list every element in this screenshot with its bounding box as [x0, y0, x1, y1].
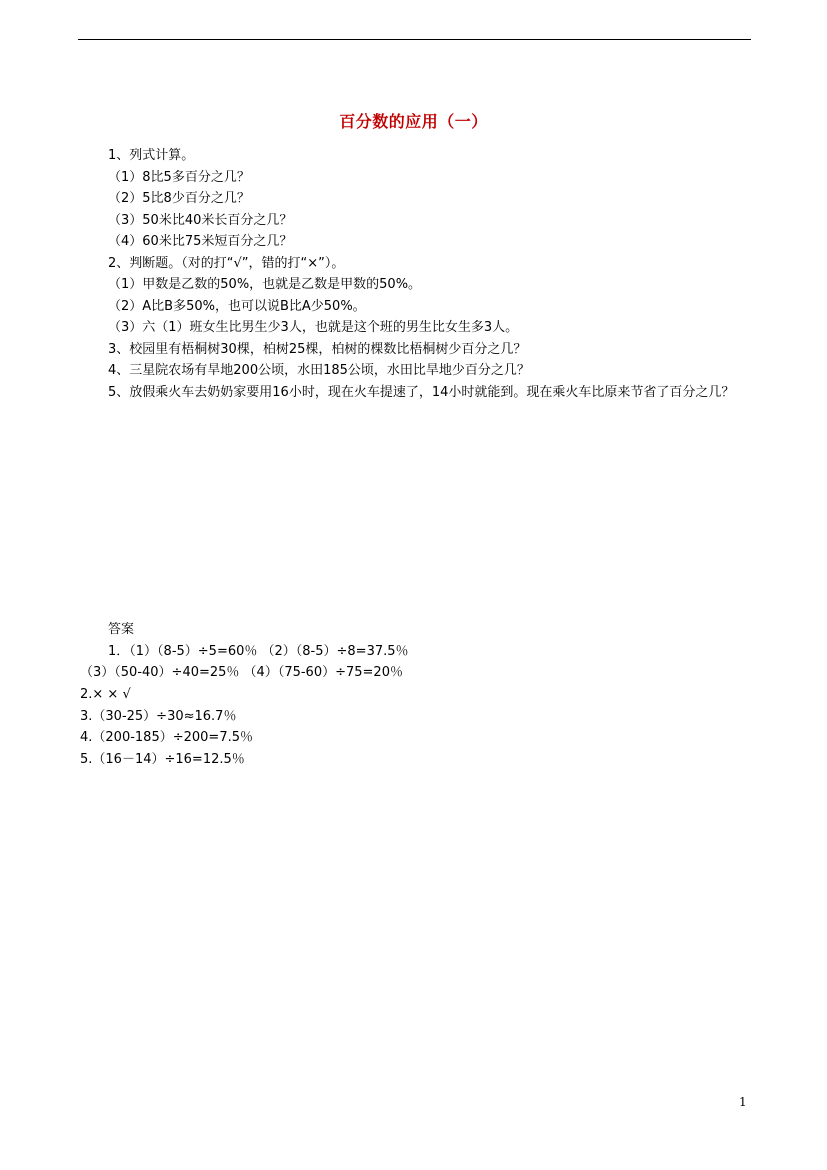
answer-line: 3.（30-25）÷30≈16.7％ [80, 708, 237, 724]
question-2-item: （3）六（1）班女生比男生少3人，也就是这个班的男生比女生多3人。 [108, 320, 519, 335]
question-1-item: （2）5比8少百分之几？ [108, 191, 250, 206]
question-3: 3、校园里有梧桐树30棵，柏树25棵，柏树的棵数比梧桐树少百分之几？ [108, 341, 527, 357]
question-2-item: （2）A比B多50%，也可以说B比A少50%。 [108, 298, 366, 314]
question-2: 2、判断题。（对的打“√”，错的打“×”）。 [108, 255, 345, 271]
question-2-item: （1）甲数是乙数的50%，也就是乙数是甲数的50%。 [108, 277, 422, 292]
header-rule [78, 39, 751, 40]
question-1: 1、列式计算。 [108, 148, 195, 163]
question-4: 4、三星院农场有旱地200公顷，水田185公顷，水田比旱地少百分之几？ [108, 363, 530, 378]
answer-line: 4.（200-185）÷200=7.5％ [80, 730, 253, 746]
question-1-item: （3）50米比40米长百分之几？ [108, 212, 293, 228]
question-5: 5、放假乘火车去奶奶家要用16小时，现在火车提速了，14小时就能到。现在乘火车比原来节省了百分之几？ [108, 384, 735, 400]
document-title: 百分数的应用（一） [339, 112, 488, 131]
questions-section [80, 145, 752, 403]
question-1-item: （1）8比5多百分之几？ [108, 169, 250, 185]
page-number: 1 [739, 1095, 747, 1109]
answers-section [80, 619, 752, 771]
question-1-item: （4）60米比75米短百分之几？ [108, 234, 293, 249]
answer-line: 5.（16－14）÷16=12.5％ [80, 752, 245, 768]
answer-line: 2.× × √ [80, 687, 131, 703]
answers-heading: 答案 [108, 622, 135, 637]
answer-line: （3）（50-40）÷40=25％ （4）（75-60）÷75=20％ [80, 665, 403, 681]
answer-line: 1．（1）（8-5）÷5=60％ （2）（8-5）÷8=37.5％ [108, 643, 409, 659]
